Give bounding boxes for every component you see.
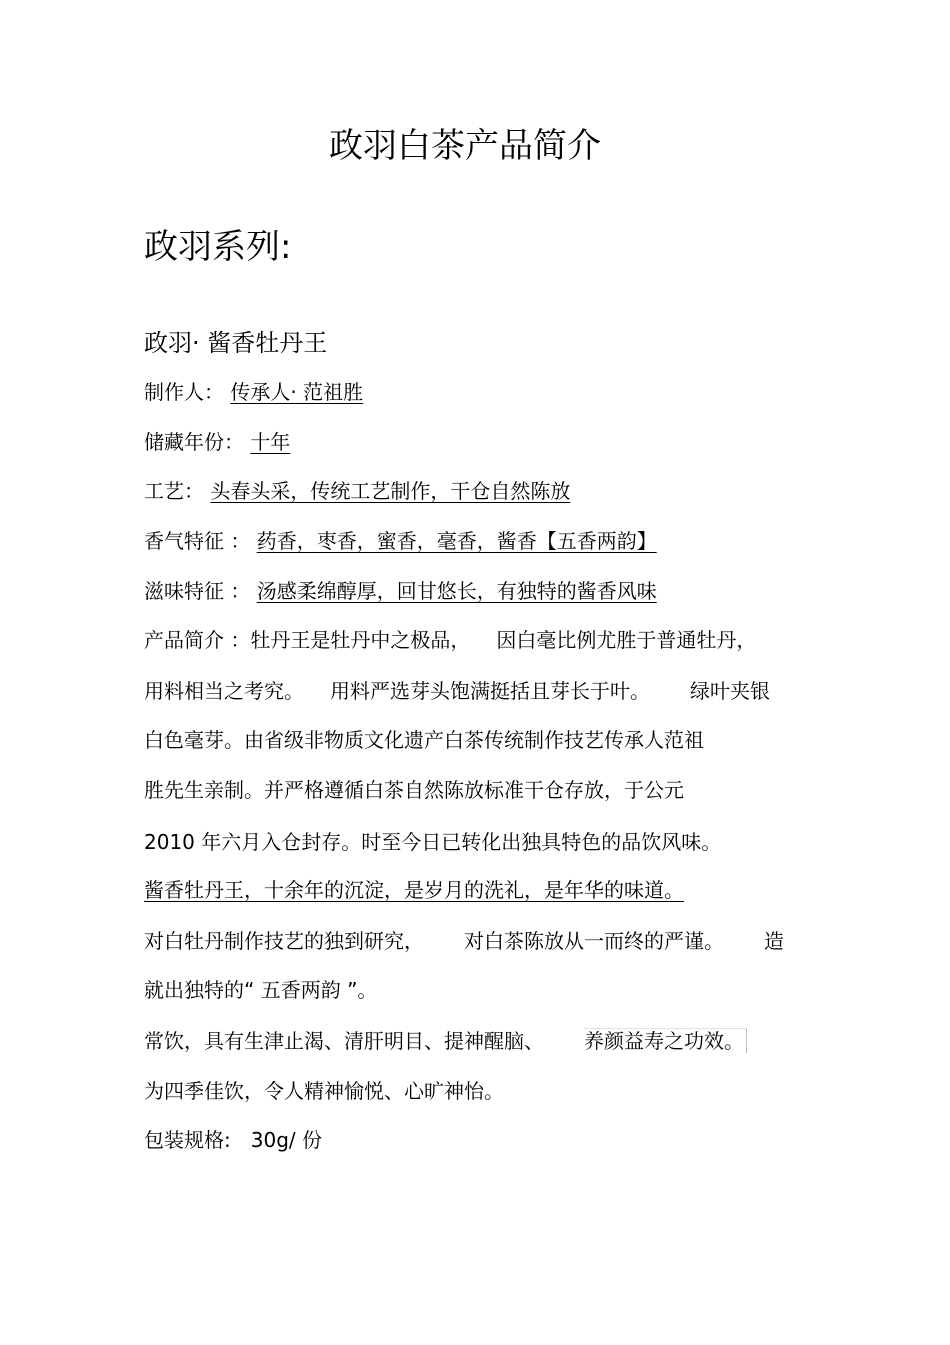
intro-text: 产品简介 ：牡丹王是牡丹中之极品， — [144, 628, 471, 652]
intro-text: 对白茶陈放从一而终的严谨。 — [464, 929, 724, 953]
maker-value: 传承人· 范祖胜 — [230, 380, 364, 404]
series-heading: 政羽系列: — [144, 227, 292, 267]
product-name: 政羽· 酱香牡丹王 — [144, 329, 328, 357]
intro-line-3: 白色毫芽。由省级非物质文化遗产白茶传统制作技艺传承人范祖 — [144, 728, 704, 752]
aroma-value: 药香，枣香，蜜香，毫香，酱香【五香两韵】 — [256, 529, 657, 553]
intro-line-5: 2010 年六月入仓封存。时至今日已转化出独具特色的品饮风味。 — [144, 830, 722, 854]
craft-value: 头春头采，传统工艺制作，干仓自然陈放 — [210, 479, 571, 503]
intro-text: 对白牡丹制作技艺的独到研究， — [144, 929, 424, 953]
intro-line-9 — [144, 1027, 747, 1055]
intro-text: 因白毫比例尤胜于普通牡丹， — [496, 628, 757, 652]
page-title: 政羽白茶产品简介 — [329, 126, 601, 166]
pack-value: 30g/ 份 — [250, 1128, 322, 1152]
maker-label: 制作人： — [144, 380, 224, 404]
intro-text: 用料相当之考究。 — [144, 679, 304, 703]
intro-line-2 — [144, 677, 770, 705]
craft-line — [144, 477, 608, 505]
intro-line-10: 为四季佳饮，令人精神愉悦、心旷神怡。 — [144, 1079, 504, 1103]
intro-text: 造 — [764, 929, 784, 953]
intro-text: 绿叶夹银 — [690, 679, 770, 703]
craft-label: 工艺： — [144, 479, 204, 503]
aroma-line — [144, 527, 707, 555]
intro-line-4: 胜先生亲制。并严格遵循白茶自然陈放标准干仓存放，于公元 — [144, 778, 684, 802]
maker-line — [144, 378, 381, 406]
intro-text-boxed: 养颜益寿之功效。 — [584, 1028, 747, 1053]
year-label: 储藏年份： — [144, 430, 244, 454]
intro-text: 用料严选芽头饱满挺括且芽长于叶。 — [330, 679, 650, 703]
year-line — [144, 428, 290, 456]
intro-underlined: 酱香牡丹王，十余年的沉淀，是岁月的洗礼，是年华的味道。 — [144, 878, 684, 902]
pack-label: 包装规格: — [144, 1128, 231, 1152]
intro-line-7 — [144, 927, 784, 955]
year-value: 十年 — [250, 430, 291, 454]
pack-line — [144, 1126, 322, 1154]
taste-line — [144, 577, 699, 605]
intro-line-6 — [144, 876, 750, 904]
intro-text: 常饮，具有生津止渴、清肝明目、提神醒脑、 — [144, 1029, 544, 1053]
intro-line-1 — [144, 626, 756, 654]
taste-label: 滋味特征 ： — [144, 579, 251, 603]
taste-value: 汤感柔绵醇厚，回甘悠长，有独特的酱香风味 — [256, 579, 657, 603]
intro-line-8: 就出独特的“ 五香两韵 ”。 — [144, 978, 378, 1002]
aroma-label: 香气特征 ： — [144, 529, 251, 553]
